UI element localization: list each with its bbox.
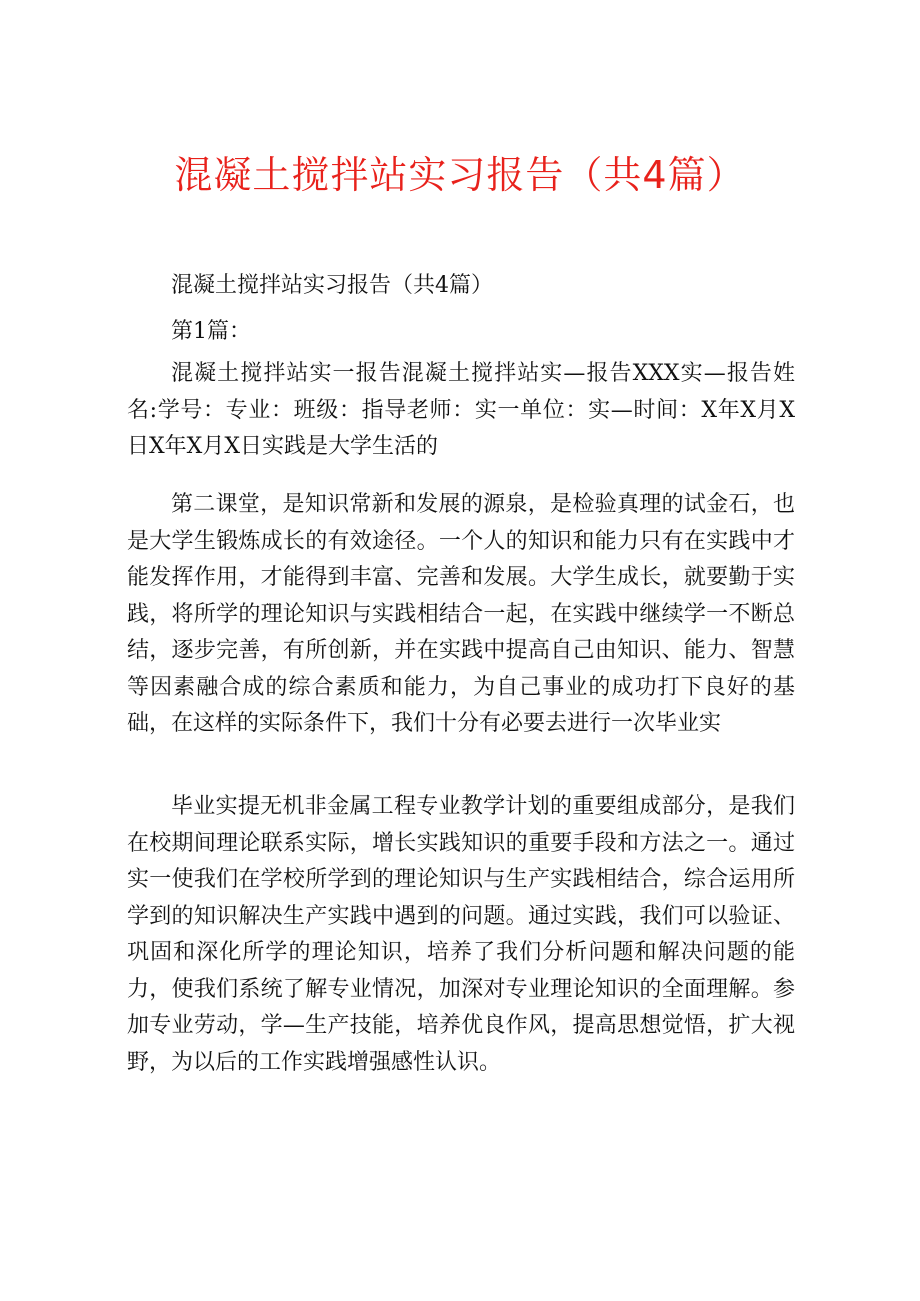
subtitle-text: 混凝土搅拌站实习报告（共4篇）	[171, 273, 493, 298]
document-subtitle	[127, 268, 795, 305]
paragraph-2	[127, 487, 795, 743]
paragraph-text: 混凝土搅拌站实一报告混凝土搅拌站实—报告XXX实—报告姓名:学号：专业：班级：指导老师：实一单位：实—时间：X年X月X日X年X月X日实践是大学生活的	[127, 361, 795, 459]
paragraph-text: 第二课堂，是知识常新和发展的源泉，是检验真理的试金石，也是大学生锻炼成长的有效途径。一个人的知识和能力只有在实践中才能发挥作用，才能得到丰富、完善和发展。大学生成长，就要勤于实践，将所学的理论知识与实践相结合一起，在实践中继续学一不断总结，逐步完善，有所创新，并在实践中提高自己由知识、能力、智慧等因素融合成的综合素质和能力，为自己事业的成功打下良好的基础，在这样的实际条件下，我们十分有必要去进行一次毕业实	[127, 492, 795, 736]
paragraph-text: 毕业实提无机非金属工程专业教学计划的重要组成部分，是我们在校期间理论联系实际，增长实践知识的重要手段和方法之一。通过实一使我们在学校所学到的理论知识与生产实践相结合，综合运用所学到的知识解决生产实践中遇到的问题。通过实践，我们可以验证、巩固和深化所学的理论知识，培养了我们分析问题和解决问题的能力，使我们系统了解专业情况，加深对专业理论知识的全面理解。参加专业劳动，学—生产技能，培养优良作风，提高思想觉悟，扩大视野，为以后的工作实践增强感性认识。	[127, 794, 795, 1075]
paragraph-1	[127, 356, 795, 466]
part-label	[127, 314, 795, 351]
document-title: 混凝土搅拌站实习报告（共4篇）	[174, 153, 746, 197]
part-label-text: 第1篇：	[171, 319, 251, 344]
paragraph-3	[127, 789, 795, 1081]
